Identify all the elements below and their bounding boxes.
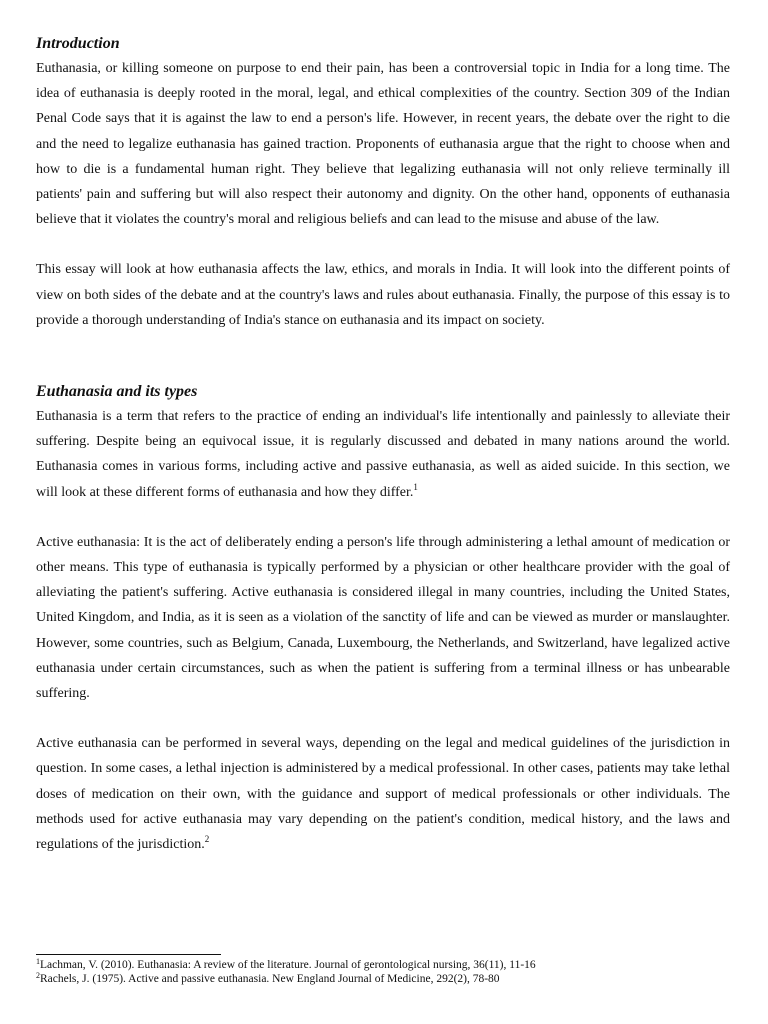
footnote-ref-2[interactable]: 2 [204,834,210,845]
footnote-number: 1 [36,957,40,966]
footnote-text: Lachman, V. (2010). Euthanasia: A review of the literature. Journal of gerontological nursing, 36(11), 11-16 [40,959,536,971]
types-paragraph-1-text: Euthanasia is a term that refers to the practice of ending an individual's life intentionally and painlessly to alleviate their suffering. Despite being an equivocal issue, it is regularly discussed and debated in many nations around the world. Euthanasia comes in various forms, including active and passive euthanasia, as well as aided suicide. In this section, we will look at these different forms of euthanasia and how they differ. [36,409,730,500]
paragraph-gap [36,232,730,257]
types-paragraph-3 [36,731,730,857]
footnote-1 [36,958,730,972]
paragraph-gap [36,505,730,530]
footnote-separator [36,954,221,955]
section-gap [36,358,730,380]
document-body [36,32,730,857]
footnote-text: Rachels, J. (1975). Active and passive euthanasia. New England Journal of Medicine, 292(2), 78-80 [40,973,500,985]
section-gap [36,333,730,358]
types-paragraph-1 [36,404,730,505]
intro-paragraph-1: Euthanasia, or killing someone on purpose to end their pain, has been a controversial topic in India for a long time. The idea of euthanasia is deeply rooted in the moral, legal, and ethical complexities of the country. Section 309 of the Indian Penal Code says that it is against the law to end a person's life. However, in recent years, the debate over the right to die and the need to legalize euthanasia has gained traction. Proponents of euthanasia argue that the right to choose when and how to die is a fundamental human right. They believe that legalizing euthanasia will not only relieve terminally ill patients' pain and suffering but will also respect their autonomy and dignity. On the other hand, opponents of euthanasia believe that it violates the country's moral and religious beliefs and can lead to the misuse and abuse of the law. [36,61,730,228]
footnote-2 [36,972,730,986]
types-paragraph-3-text: Active euthanasia can be performed in several ways, depending on the legal and medical guidelines of the jurisdiction in question. In some cases, a lethal injection is administered by a medical professional. In other cases, patients may take lethal doses of medication on their own, with the guidance and support of medical professionals or other individuals. The methods used for active euthanasia may vary depending on the patient's condition, medical history, and the laws and regulations of the jurisdiction. [36,736,730,853]
intro-paragraph-2: This essay will look at how euthanasia affects the law, ethics, and morals in India. It will look into the different points of view on both sides of the debate and at the country's laws and rules about euthanasia. Finally, the purpose of this essay is to provide a thorough understanding of India's stance on euthanasia and its impact on society. [36,262,730,328]
section-heading-introduction: Introduction [36,35,120,52]
footnote-number: 2 [36,971,40,980]
footnotes [36,954,730,986]
types-paragraph-2: Active euthanasia: It is the act of deliberately ending a person's life through administering a lethal amount of medication or other means. This type of euthanasia is typically performed by a physician or other healthcare provider with the goal of alleviating the patient's suffering. Active euthanasia is considered illegal in many countries, including the United States, United Kingdom, and India, as it is seen as a violation of the sanctity of life and can be viewed as murder or manslaughter. However, some countries, such as Belgium, Canada, Luxembourg, the Netherlands, and Switzerland, have legalized active euthanasia under certain circumstances, such as when the patient is suffering from a terminal illness or has unbearable suffering. [36,534,730,702]
paragraph-gap [36,706,730,731]
section-heading-types: Euthanasia and its types [36,383,198,401]
footnote-ref-1[interactable]: 1 [413,481,418,492]
